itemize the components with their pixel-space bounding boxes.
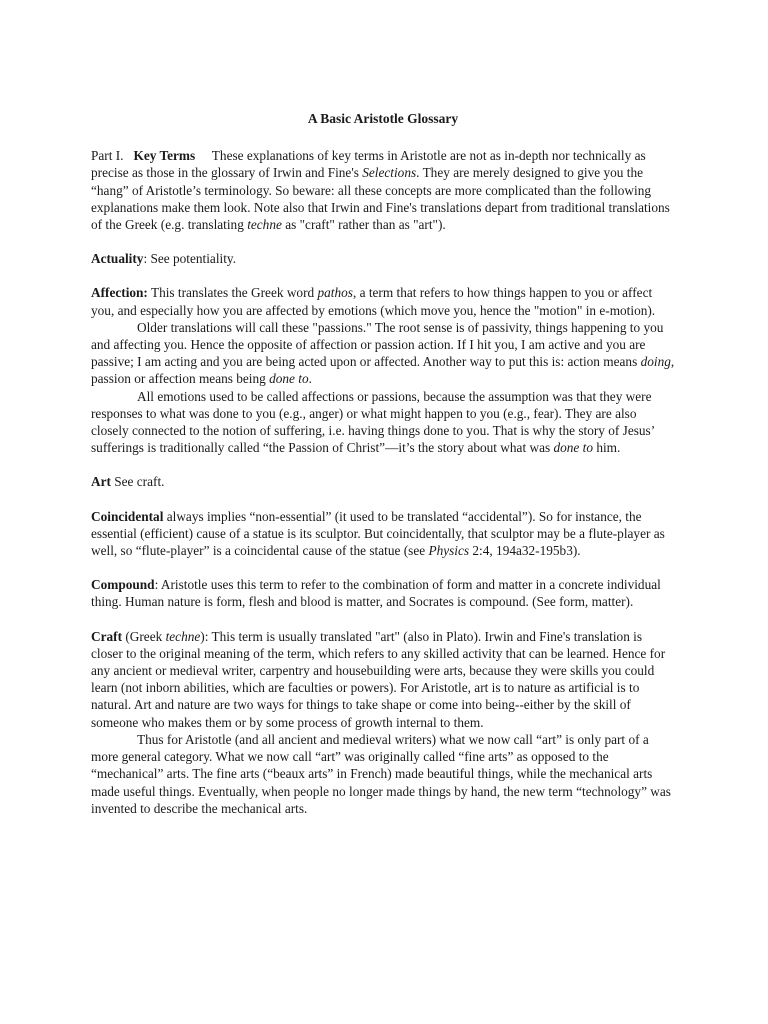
compound-term: Compound: [91, 577, 155, 593]
art-term: Art: [91, 474, 111, 490]
actuality-text: : See potentiality.: [143, 251, 237, 267]
coincidental-term: Coincidental: [91, 508, 164, 524]
intro-text-2: . They are merely designed to give you the “hang” of Aristotle’s terminology. So beware: all these concepts are more complicated than the following explanations make them look. Note also that Irwin and Fine's translations depart from traditional translations of the Greek (e.g. translating: [91, 165, 670, 233]
techne-term: techne: [247, 217, 282, 233]
done-to-term: done to: [553, 440, 593, 456]
actuality-entry: [91, 250, 675, 267]
art-text: See craft.: [110, 474, 165, 490]
selections-title: Selections: [362, 165, 417, 181]
affection-text: Older translations will call these "passions." The root sense is of passivity, things happening to you and affecting you. Hence the opposite of affection or passion action. If I hit you, I am active and you are passive; I am acting and you are being acted upon or affected. Another way to put this is: action means: [91, 319, 664, 370]
coincidental-entry: [91, 508, 675, 560]
pathos-term: pathos: [317, 285, 353, 301]
techne-term: techne: [165, 628, 201, 644]
done-to-term: done to: [269, 371, 309, 387]
craft-text: (Greek: [122, 628, 166, 644]
affection-text: him.: [593, 440, 621, 456]
document-page: [91, 100, 675, 834]
affection-term: Affection:: [91, 285, 148, 301]
craft-paragraph-1: [91, 628, 675, 731]
craft-term: Craft: [91, 628, 123, 644]
affection-text: , passion or affection means being: [91, 354, 675, 387]
affection-text: This translates the Greek word: [147, 285, 318, 301]
part-label: Part I.: [91, 148, 124, 164]
intro-text-1: These explanations of key terms in Aristotle are not as in-depth nor technically as precise as those in the glossary of Irwin and Fine's: [91, 148, 646, 181]
art-entry: [91, 473, 675, 490]
affection-paragraph-3: [91, 388, 675, 457]
affection-text: .: [308, 371, 312, 387]
actuality-term: Actuality: [91, 251, 144, 267]
craft-text: ): This term is usually translated "art" (also in Plato). Irwin and Fine's translation is closer to the original meaning of the term, which refers to any skilled activity that can be learned. Hence for any ancient or medieval writer, carpentry and housebuilding were arts, because they were skills you could learn (not inborn abilities, which are faculties or powers). For Aristotle, art is to nature as artificial is to natural. Art and nature are two ways for things to take shape or come into being--either by the skill of someone who makes them or by some process of growth internal to them.: [91, 628, 666, 730]
intro-paragraph: [91, 147, 675, 233]
craft-paragraph-2: Thus for Aristotle (and all ancient and medieval writers) what we now call “art” is only part of a more general category. What we now call “art” was originally called “fine arts” as opposed to the “mechanical” arts. The fine arts (“beaux arts” in French) made beautiful things, while the mechanical arts made useful things. Eventually, when people no longer made things by hand, the new term “technology” was invented to describe the mechanical arts.: [91, 731, 671, 816]
compound-entry: [91, 576, 675, 610]
doing-term: doing: [640, 354, 671, 370]
coincidental-text: 2:4, 194a32-195b3).: [469, 543, 581, 559]
affection-text: , a term that refers to how things happen to you or affect you, and especially how you are affected by emotions (which move you, hence the "motion" in e-motion).: [91, 285, 656, 318]
affection-paragraph-1: [91, 284, 675, 318]
compound-text: : Aristotle uses this term to refer to the combination of form and matter in a concrete individual thing. Human nature is form, flesh and blood is matter, and Socrates is compound. (See form, matter).: [91, 577, 661, 610]
key-terms-heading: Key Terms: [133, 148, 196, 164]
document-title: A Basic Aristotle Glossary: [307, 111, 459, 126]
physics-title: Physics: [428, 543, 470, 559]
affection-paragraph-2: [91, 319, 675, 388]
intro-text-3: as "craft" rather than as "art").: [281, 217, 446, 233]
affection-entry: [91, 284, 675, 456]
coincidental-text: always implies “non-essential” (it used to be translated “accidental”). So for instance, the essential (efficient) cause of a statue is its sculptor. But coincidentally, that sculptor may be a flute-player as well, so “flute-player” is a coincidental cause of the statue (see: [91, 508, 665, 559]
craft-entry: [91, 628, 675, 817]
affection-text: All emotions used to be called affections or passions, because the assumption was that they were responses to what was done to you (e.g., anger) or what might happen to you (e.g., fear). They are also closely connected to the notion of suffering, i.e. having things done to you. That is why the story of Jesus’ sufferings is traditionally called “the Passion of Christ”—it’s the story about what was: [91, 388, 655, 456]
